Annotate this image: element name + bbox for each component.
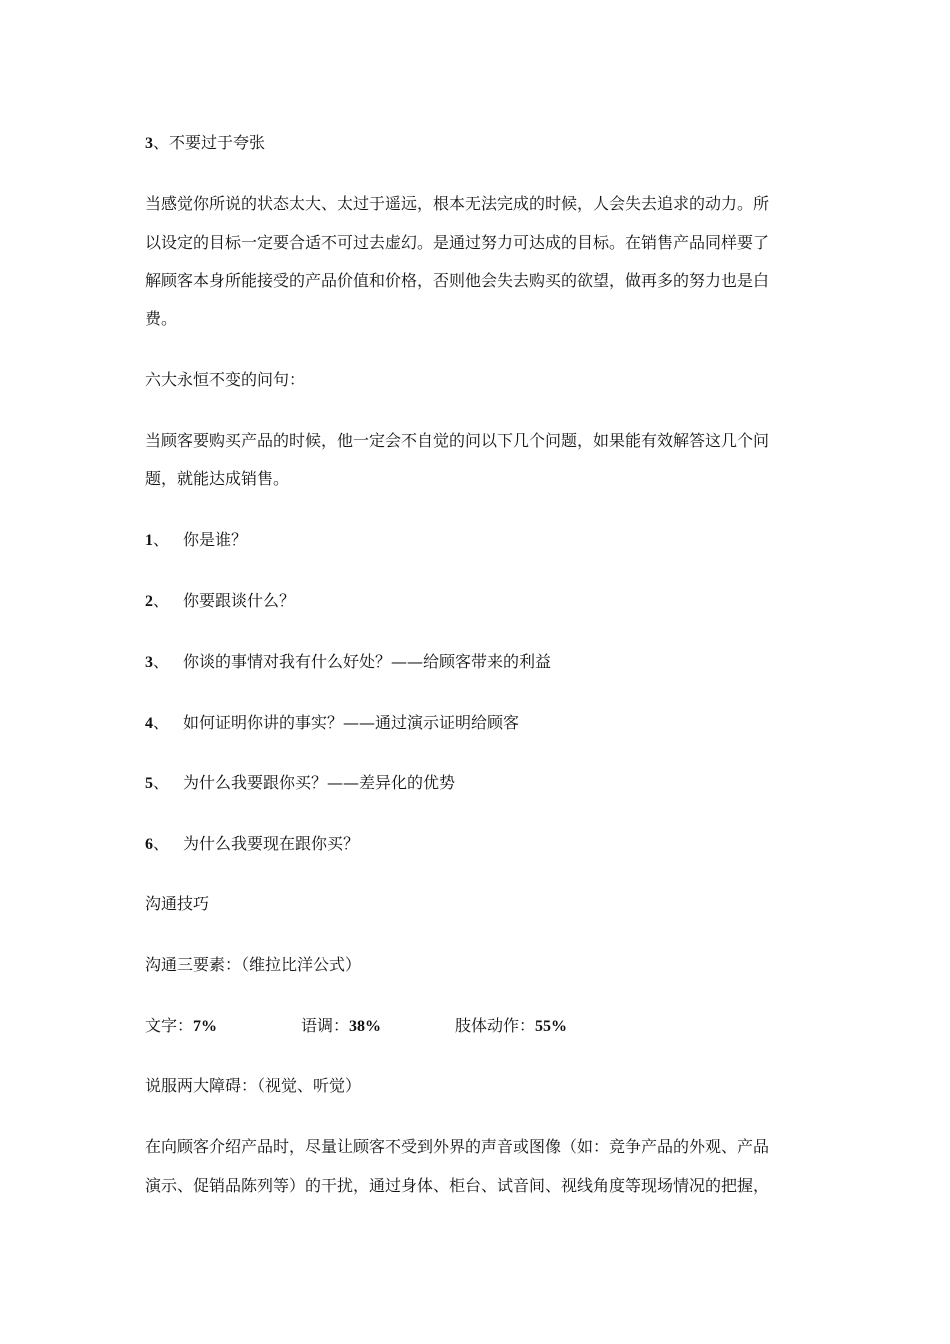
ratio-label: 语调： xyxy=(301,1016,350,1035)
section-heading xyxy=(145,133,265,154)
ratio-body xyxy=(455,1016,567,1037)
question-text: 你要跟谈什么？ xyxy=(183,591,296,610)
question-item xyxy=(145,713,519,734)
question-text: 你是谁？ xyxy=(183,530,248,549)
question-item xyxy=(145,834,359,855)
question-item xyxy=(145,530,247,551)
section-title: 、不要过于夸张 xyxy=(153,133,266,152)
paragraph-line: 解顾客本身所能接受的产品价值和价格，否则他会失去购买的欲望，做再多的努力也是白 xyxy=(145,271,770,290)
question-text: 为什么我要跟你买？——差异化的优势 xyxy=(183,773,456,792)
communication-title: 沟通技巧 xyxy=(145,894,210,913)
paragraph-line: 当感觉你所说的状态太大、太过于遥远，根本无法完成的时候，人会失去追求的动力。所 xyxy=(145,194,770,213)
ratio-value: 55% xyxy=(535,1018,568,1035)
paragraph-line: 以设定的目标一定要合适不可过去虚幻。是通过努力可达成的目标。在销售产品同样要了 xyxy=(145,233,770,252)
ratio-value: 7% xyxy=(193,1018,218,1035)
question-item xyxy=(145,773,455,794)
question-text: 为什么我要现在跟你买？ xyxy=(183,834,360,853)
question-sep: 、 xyxy=(153,773,170,792)
obstacles-title: 说服两大障碍：（视觉、听觉） xyxy=(145,1076,362,1095)
question-sep: 、 xyxy=(153,713,170,732)
ratio-tone xyxy=(301,1016,381,1037)
question-number: 1 xyxy=(145,532,153,549)
question-number: 6 xyxy=(145,836,153,853)
question-sep: 、 xyxy=(153,591,170,610)
question-sep: 、 xyxy=(153,834,170,853)
ratio-value: 38% xyxy=(349,1018,382,1035)
paragraph-line: 在向顾客介绍产品时，尽量让顾客不受到外界的声音或图像（如：竞争产品的外观、产品 xyxy=(145,1137,770,1156)
ratio-label: 肢体动作： xyxy=(455,1016,536,1035)
ratios-row xyxy=(145,1016,845,1036)
paragraph-line: 费。 xyxy=(145,309,178,328)
intro-line: 当顾客要购买产品的时候，他一定会不自觉的问以下几个问题，如果能有效解答这几个问 xyxy=(145,431,770,450)
elements-title: 沟通三要素：（维拉比洋公式） xyxy=(145,955,362,974)
question-text: 你谈的事情对我有什么好处？——给顾客带来的利益 xyxy=(183,652,552,671)
question-number: 3 xyxy=(145,654,153,671)
ratio-text xyxy=(145,1016,217,1037)
ratio-label: 文字： xyxy=(145,1016,194,1035)
question-text: 如何证明你讲的事实？——通过演示证明给顾客 xyxy=(183,713,520,732)
question-number: 4 xyxy=(145,715,153,732)
question-number: 5 xyxy=(145,775,153,792)
question-item xyxy=(145,652,551,673)
question-sep: 、 xyxy=(153,530,170,549)
question-number: 2 xyxy=(145,593,153,610)
paragraph-line: 演示、促销品陈列等）的干扰，通过身体、柜台、试音间、视线角度等现场情况的把握， xyxy=(145,1176,770,1195)
six-questions-title: 六大永恒不变的问句： xyxy=(145,370,306,389)
question-item xyxy=(145,591,295,612)
question-sep: 、 xyxy=(153,652,170,671)
section-number: 3 xyxy=(145,135,153,152)
intro-line: 题，就能达成销售。 xyxy=(145,469,290,488)
